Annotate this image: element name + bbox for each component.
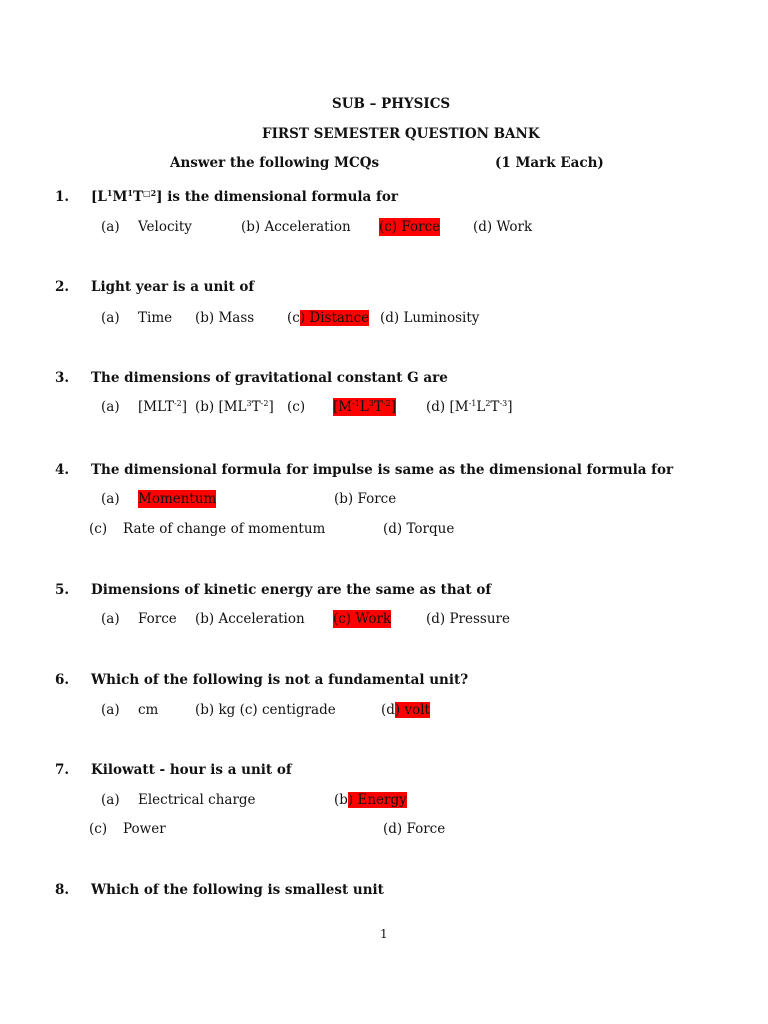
question-number: 8. (55, 882, 70, 898)
question-number: 2. (55, 279, 70, 295)
option-label: (a) (101, 219, 120, 235)
subject-heading: SUB – PHYSICS (332, 96, 451, 112)
option-text: (b) Acceleration (195, 611, 305, 627)
option-text: (b) $[ML^3T^{-2}]$ (195, 399, 274, 415)
option-text: cm (138, 702, 159, 718)
option-text: Force (138, 611, 177, 627)
option-text: (d) $[M^{-1}L^2T^{-3}]$ (426, 399, 513, 415)
option-text: (b) kg (c) centigrade (195, 702, 336, 718)
option-label: (a) (101, 491, 120, 507)
question-stem: The dimensional formula for impulse is same as the dimensional formula for (91, 462, 674, 478)
option-text: (d) Force (383, 821, 446, 837)
option-text: (b) Force (334, 491, 397, 507)
option-label: (a) (101, 399, 120, 415)
option-text: (b) Energy (334, 792, 407, 808)
question-stem: The dimensions of gravitational constant G are (91, 370, 448, 386)
option-text: Time (138, 310, 173, 326)
page-title: FIRST SEMESTER QUESTION BANK (262, 126, 540, 142)
question-number: 3. (55, 370, 70, 386)
highlighted-answer: Momentum (138, 491, 217, 507)
question-number: 7. (55, 762, 70, 778)
highlighted-answer: ) Distance (299, 310, 370, 326)
option-label: (a) (101, 702, 120, 718)
highlighted-answer: ) Energy (347, 792, 407, 808)
question-stem: Light year is a unit of (91, 279, 255, 295)
question-number: 6. (55, 672, 70, 688)
option-label: (a) (101, 310, 120, 326)
option-text: (d) Pressure (426, 611, 510, 627)
option-text: (d) volt (381, 702, 430, 718)
question-stem: Which of the following is not a fundamental unit? (91, 672, 469, 688)
option-label: (c) (89, 521, 108, 537)
option-text: (b) Acceleration (241, 219, 351, 235)
option-text: $[MLT^{-2}]$ (138, 399, 188, 415)
option-text: Power (123, 821, 166, 837)
option-label: (c) (89, 821, 108, 837)
option-text: Electrical charge (138, 792, 256, 808)
option-text: (d) Torque (383, 521, 455, 537)
highlighted-answer: ) volt (394, 702, 430, 718)
option-label: (a) (101, 611, 120, 627)
option-text: (c) Distance (287, 310, 370, 326)
question-stem: $[L^1M^1T^{□2}]$ is the dimensional formula for (91, 188, 398, 205)
marks-note: (1 Mark Each) (495, 155, 604, 171)
question-stem: Dimensions of kinetic energy are the same as that of (91, 582, 492, 598)
highlighted-answer: $[M^{-1}L^3T^{-2}]$ (333, 399, 397, 415)
option-text: (d) Work (473, 219, 533, 235)
highlighted-answer: (c) Work (333, 611, 392, 627)
question-number: 5. (55, 582, 70, 598)
option-text: (d) Luminosity (380, 310, 480, 326)
question-number: 4. (55, 462, 70, 478)
instruction-text: Answer the following MCQs (170, 155, 380, 171)
option-text: Rate of change of momentum (123, 521, 326, 537)
option-text: (b) Mass (195, 310, 255, 326)
option-label: (a) (101, 792, 120, 808)
question-stem: Which of the following is smallest unit (91, 882, 384, 898)
question-stem: Kilowatt - hour is a unit of (91, 762, 292, 778)
option-text: Velocity (138, 219, 192, 235)
highlighted-answer: (c) Force (379, 219, 441, 235)
question-number: 1. (55, 189, 70, 205)
page-number: 1 (380, 927, 388, 941)
option-label: (c) (287, 399, 306, 415)
